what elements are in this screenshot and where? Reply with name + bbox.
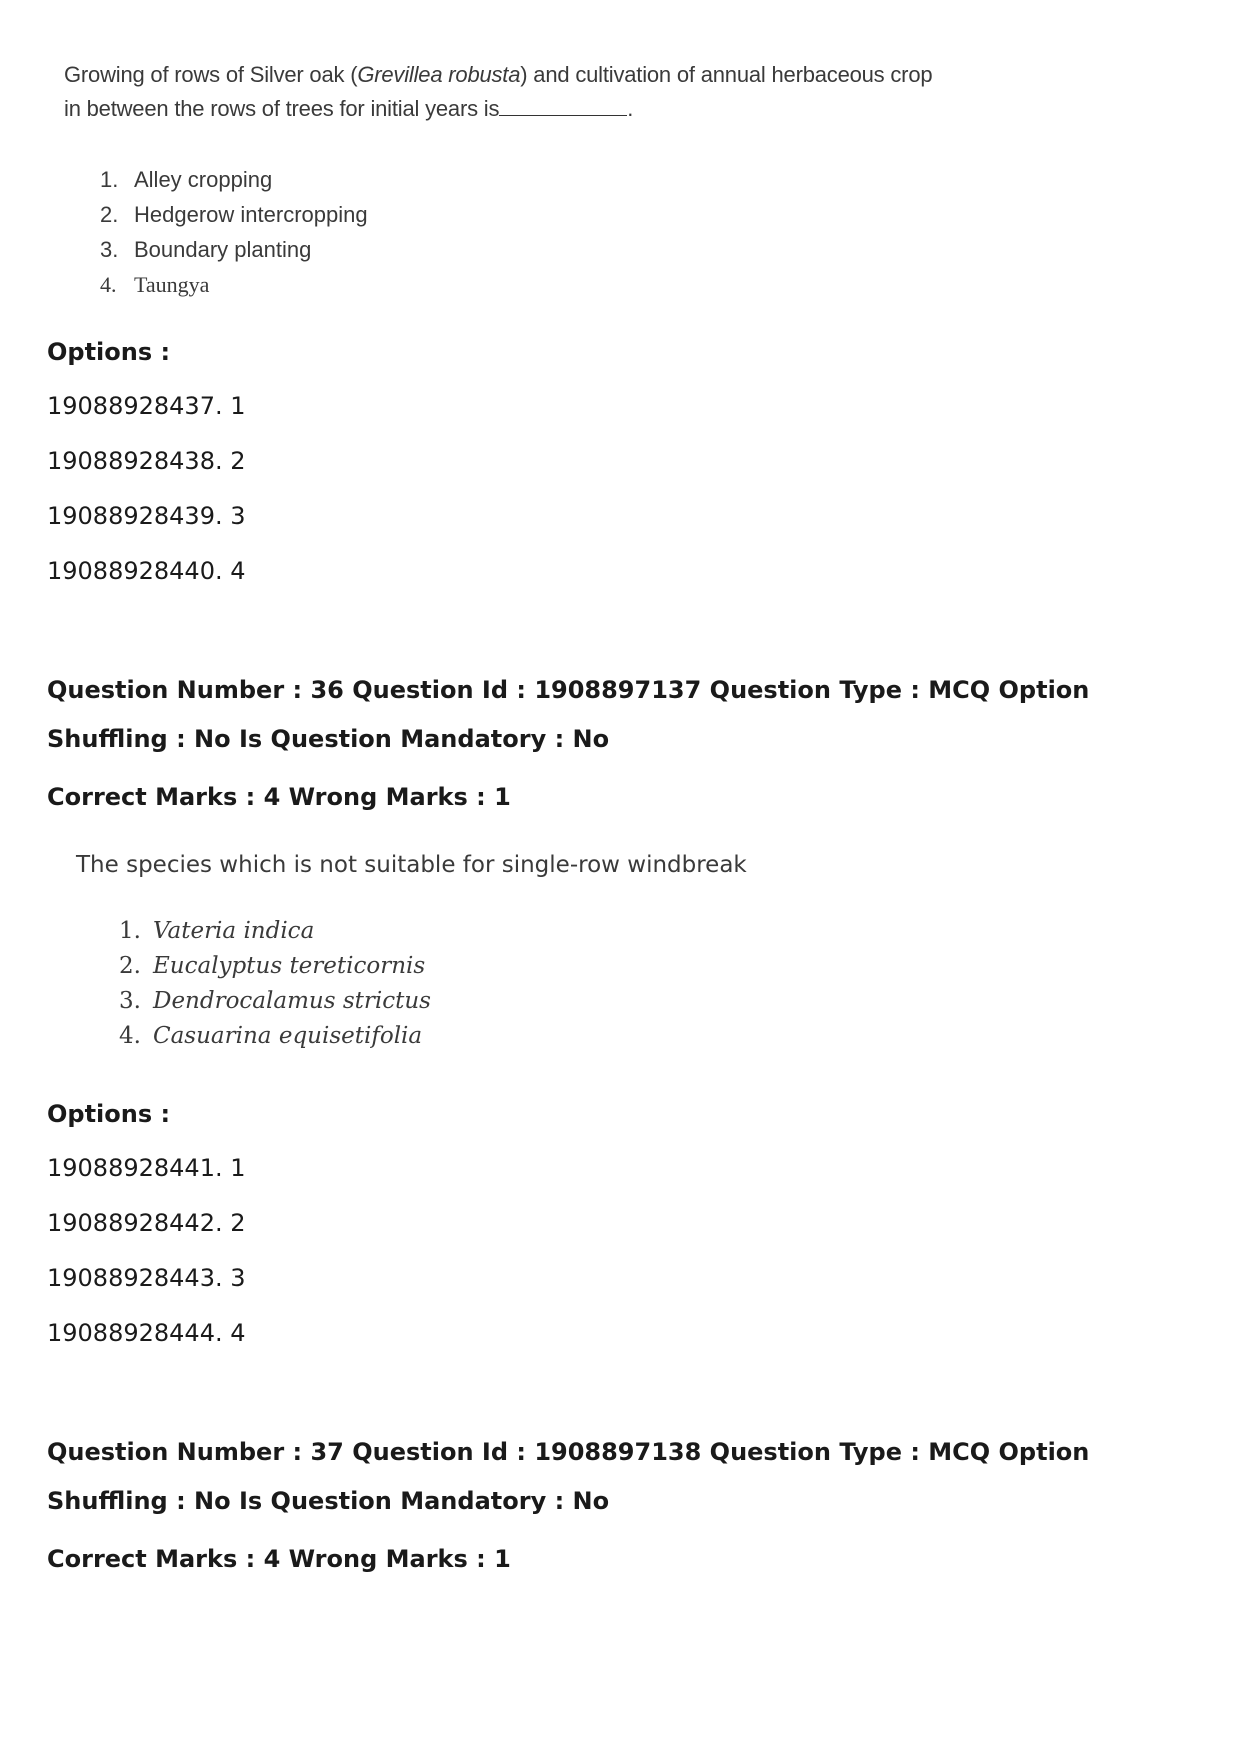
choice-item xyxy=(100,197,368,232)
option-item: 19088928441. 1 xyxy=(47,1154,246,1182)
choice-number: 4. xyxy=(100,272,117,297)
choice-item xyxy=(100,232,368,267)
choice-number: 4. xyxy=(119,1023,141,1049)
option-item: 19088928439. 3 xyxy=(47,502,246,530)
choice-number: 2. xyxy=(100,202,119,227)
choice-number: 1. xyxy=(100,167,119,192)
option-item: 19088928443. 3 xyxy=(47,1264,246,1292)
choice-number: 3. xyxy=(100,237,119,262)
question-36-choices xyxy=(119,914,431,1054)
options-label: Options : xyxy=(47,1100,171,1128)
choice-number: 2. xyxy=(119,953,141,979)
option-item: 19088928440. 4 xyxy=(47,557,246,585)
option-item: 19088928437. 1 xyxy=(47,392,246,420)
options-label: Options : xyxy=(47,338,171,366)
question-36-stem: The species which is not suitable for single-row windbreak xyxy=(76,852,747,878)
question-36-image xyxy=(76,848,976,1049)
option-item: 19088928442. 2 xyxy=(47,1209,246,1237)
choice-text: Vateria indica xyxy=(153,918,315,944)
option-item: 19088928444. 4 xyxy=(47,1319,246,1347)
stem-species-name: Grevillea robusta xyxy=(357,62,521,87)
choice-item xyxy=(100,267,368,302)
choice-item xyxy=(119,914,431,949)
choice-text: Boundary planting xyxy=(134,237,312,262)
question-35-choices xyxy=(100,162,368,302)
choice-text: Eucalyptus tereticornis xyxy=(153,953,426,979)
choice-item xyxy=(119,949,431,984)
question-35-stem xyxy=(64,58,964,126)
choice-text: Alley cropping xyxy=(134,167,273,192)
choice-item xyxy=(100,162,368,197)
question-36-header: Question Number : 36 Question Id : 1908897137 Question Type : MCQ Option Shuffling : No Is Question Mandatory : No xyxy=(47,676,1090,753)
choice-text: Dendrocalamus strictus xyxy=(153,988,431,1014)
choice-item xyxy=(119,1019,431,1054)
choice-text: Hedgerow intercropping xyxy=(134,202,368,227)
option-item: 19088928438. 2 xyxy=(47,447,246,475)
stem-text: in between the rows of trees for initial years is xyxy=(64,96,500,121)
fill-in-blank xyxy=(499,97,627,116)
choice-text: Casuarina equisetifolia xyxy=(153,1023,423,1049)
choice-number: 1. xyxy=(119,918,141,944)
choice-number: 3. xyxy=(119,988,141,1014)
choice-item xyxy=(119,984,431,1019)
question-35-image xyxy=(64,58,964,297)
question-36-marks: Correct Marks : 4 Wrong Marks : 1 xyxy=(47,783,511,811)
stem-text: Growing of rows of Silver oak ( xyxy=(64,62,358,87)
question-37-marks: Correct Marks : 4 Wrong Marks : 1 xyxy=(47,1545,511,1573)
question-37-header: Question Number : 37 Question Id : 1908897138 Question Type : MCQ Option Shuffling : No Is Question Mandatory : No xyxy=(47,1438,1090,1515)
stem-text: . xyxy=(627,96,634,121)
choice-text: Taungya xyxy=(134,272,210,297)
stem-text: ) and cultivation of annual herbaceous crop xyxy=(520,62,933,87)
